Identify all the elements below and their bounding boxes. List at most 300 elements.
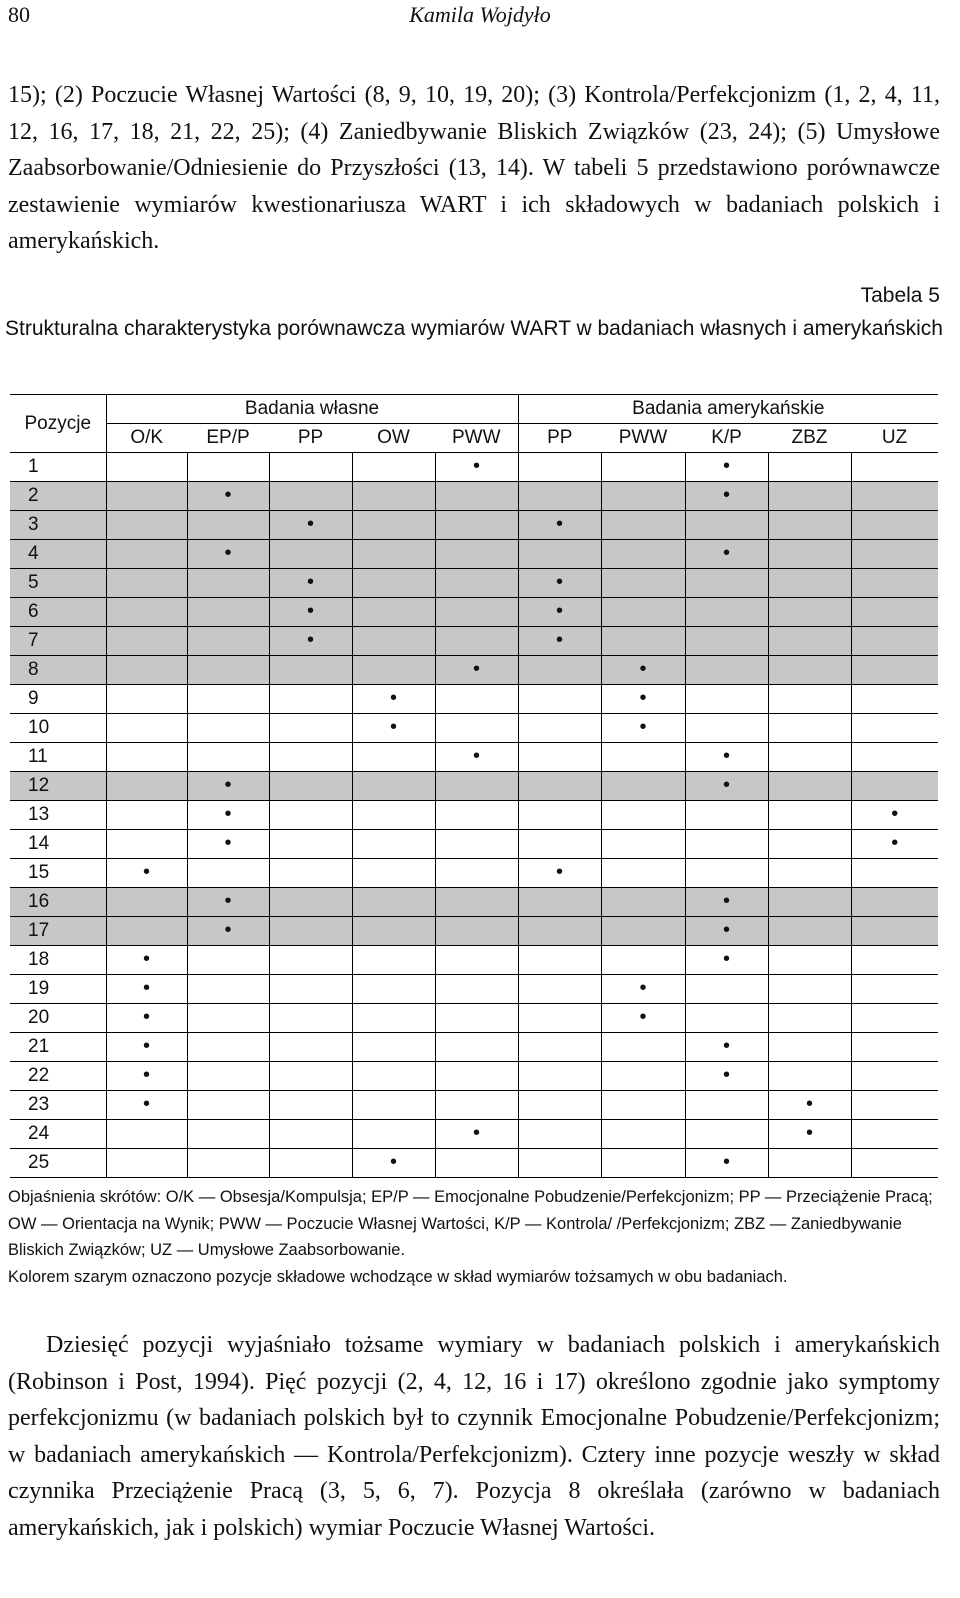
table-cell [269, 830, 352, 859]
table-cell [435, 859, 518, 888]
table-cell [269, 1033, 352, 1062]
table-cell [435, 1033, 518, 1062]
table-cell [269, 1004, 352, 1033]
table-cell [435, 830, 518, 859]
column-header: O/K [130, 427, 164, 448]
table-cell [518, 1062, 601, 1091]
table-cell [352, 453, 435, 482]
table-cell [187, 685, 269, 714]
table-cell [187, 888, 269, 917]
table-cell [601, 801, 685, 830]
table-cell [352, 627, 435, 656]
membership-dot: • [224, 919, 232, 941]
table-cell [685, 569, 768, 598]
membership-dot: • [389, 687, 397, 709]
membership-dot: • [224, 832, 232, 854]
table-row [10, 1033, 938, 1062]
table-row [10, 656, 938, 685]
table-cell [601, 598, 685, 627]
position-number: 23 [10, 1091, 106, 1120]
table-row [10, 482, 938, 511]
table-cell [518, 627, 601, 656]
position-number: 24 [10, 1120, 106, 1149]
table-cell [106, 859, 187, 888]
table-cell [851, 714, 938, 743]
table-cell [851, 975, 938, 1004]
membership-dot: • [639, 1006, 647, 1028]
table-cell [187, 946, 269, 975]
table-cell [768, 1120, 851, 1149]
table-cell [601, 772, 685, 801]
table-cell [269, 598, 352, 627]
table-cell [269, 627, 352, 656]
membership-dot: • [142, 861, 150, 883]
table-cell [352, 540, 435, 569]
table-cell [269, 540, 352, 569]
table-cell [685, 511, 768, 540]
running-head: Kamila Wojdyło [409, 2, 551, 27]
table-cell [518, 772, 601, 801]
membership-dot: • [722, 455, 730, 477]
table-cell [106, 1062, 187, 1091]
table-cell [768, 946, 851, 975]
table-cell [269, 453, 352, 482]
table-cell [518, 801, 601, 830]
membership-dot: • [722, 484, 730, 506]
column-header: PP [297, 427, 324, 448]
table-cell [352, 685, 435, 714]
table-cell [352, 1004, 435, 1033]
position-number: 9 [10, 685, 106, 714]
membership-dot: • [891, 803, 899, 825]
table-cell [352, 975, 435, 1004]
table-cell [601, 569, 685, 598]
table-row [10, 453, 938, 482]
membership-dot: • [306, 629, 314, 651]
paragraph-intro: 15); (2) Poczucie Własnej Wartości (8, 9, 10, 19, 20); (3) Kontrola/Perfekcjonizm (1, 2, 4, 11, 12, 16, 17, 18, 21, 22, 25); (4) Zaniedbywanie Bliskich Związków (23, 24); (5) Umysłowe Zaabsorbowanie/Odniesienie do Przyszłości (13, 14). W tabeli 5 przedstawiono porównawcze zestawienie wymiarów kwestionariusza WART i ich składowych w badaniach polskich i amerykańskich. [8, 82, 940, 254]
membership-dot: • [224, 774, 232, 796]
table-cell [269, 801, 352, 830]
table-cell [106, 1004, 187, 1033]
membership-dot: • [891, 832, 899, 854]
table-cell [106, 656, 187, 685]
table-cell [851, 1149, 938, 1178]
table-cell [435, 743, 518, 772]
table-cell [352, 917, 435, 946]
table-cell [269, 743, 352, 772]
table-cell [106, 1091, 187, 1120]
table-cell [269, 888, 352, 917]
position-number: 25 [10, 1149, 106, 1178]
membership-dot: • [142, 1064, 150, 1086]
table-cell [685, 888, 768, 917]
table-cell [851, 482, 938, 511]
table-cell [106, 830, 187, 859]
position-number: 20 [10, 1004, 106, 1033]
membership-dot: • [722, 919, 730, 941]
table-cell [601, 743, 685, 772]
table-row [10, 801, 938, 830]
table-cell [768, 859, 851, 888]
table-cell [685, 1120, 768, 1149]
table-row [10, 1120, 938, 1149]
membership-dot: • [639, 716, 647, 738]
table-cell [187, 975, 269, 1004]
table-cell [187, 569, 269, 598]
table-cell [851, 1091, 938, 1120]
table-cell [269, 569, 352, 598]
table-row [10, 975, 938, 1004]
table-cell [685, 685, 768, 714]
table-cell [435, 598, 518, 627]
position-header: Pozycje [10, 395, 106, 453]
table-cell [352, 569, 435, 598]
table-cell [685, 656, 768, 685]
table-cell [435, 714, 518, 743]
table-cell [187, 801, 269, 830]
table-cell [685, 801, 768, 830]
table-cell [435, 685, 518, 714]
table-cell [685, 540, 768, 569]
abbreviations-note: Objaśnienia skrótów: O/K — Obsesja/Kompulsja; EP/P — Emocjonalne Pobudzenie/Perfekcjonizm; PP — Przeciążenie Pracą; OW — Orientacja na Wynik; PWW — Poczucie Własnej Wartości, K/P — Kontrola/ /Perfekcjonizm; ZBZ — Zaniedbywanie Bliskich Związków; UZ — Umysłowe Zaabsorbowanie. [8, 1188, 933, 1259]
table-cell [851, 1004, 938, 1033]
column-header: PP [547, 427, 573, 448]
table-cell [851, 917, 938, 946]
table-cell [851, 801, 938, 830]
table-cell [352, 1062, 435, 1091]
table-cell [851, 540, 938, 569]
table-cell [768, 1004, 851, 1033]
table-cell [352, 511, 435, 540]
table-cell [352, 830, 435, 859]
table-cell [187, 453, 269, 482]
position-number: 15 [10, 859, 106, 888]
table-cell [106, 1149, 187, 1178]
table-cell [435, 569, 518, 598]
table-cell [269, 1149, 352, 1178]
table-row [10, 511, 938, 540]
membership-dot: • [142, 948, 150, 970]
table-row [10, 627, 938, 656]
table-cell [106, 714, 187, 743]
table-cell [106, 627, 187, 656]
membership-dot: • [472, 745, 480, 767]
table-cell [269, 772, 352, 801]
table-cell [851, 743, 938, 772]
table-cell [518, 830, 601, 859]
table-cell [768, 453, 851, 482]
table-cell [518, 569, 601, 598]
table-cell [352, 1091, 435, 1120]
table-cell [685, 453, 768, 482]
table-cell [768, 1091, 851, 1120]
table-cell [187, 743, 269, 772]
membership-dot: • [224, 890, 232, 912]
table-row [10, 859, 938, 888]
table-cell [851, 598, 938, 627]
table-cell [768, 656, 851, 685]
table-row [10, 714, 938, 743]
table-cell [685, 946, 768, 975]
membership-dot: • [306, 513, 314, 535]
table-cell [187, 1149, 269, 1178]
column-header: K/P [711, 427, 742, 448]
table-cell [851, 772, 938, 801]
table-cell [601, 685, 685, 714]
table-cell [435, 453, 518, 482]
table-cell [851, 830, 938, 859]
position-number: 22 [10, 1062, 106, 1091]
table-cell [106, 685, 187, 714]
position-number: 13 [10, 801, 106, 830]
table-cell [685, 772, 768, 801]
table-cell [601, 888, 685, 917]
table-cell [435, 482, 518, 511]
table-cell [851, 511, 938, 540]
position-number: 16 [10, 888, 106, 917]
table-cell [187, 1120, 269, 1149]
table-cell [106, 482, 187, 511]
table-cell [435, 511, 518, 540]
table-row [10, 917, 938, 946]
table-row [10, 1004, 938, 1033]
table-cell [435, 1062, 518, 1091]
table-cell [518, 482, 601, 511]
table-cell [187, 511, 269, 540]
table-cell [601, 1120, 685, 1149]
table-cell [518, 1120, 601, 1149]
membership-dot: • [224, 803, 232, 825]
table-row [10, 685, 938, 714]
column-header: PWW [618, 427, 668, 448]
table-cell [106, 569, 187, 598]
paragraph-discussion: Dziesięć pozycji wyjaśniało tożsame wymiary w badaniach polskich i amerykańskich (Robinson i Post, 1994). Pięć pozycji (2, 4, 12, 16 i 17) określono zgodnie jako symptomy perfekcjonizmu (w badaniach polskich był to czynnik Emocjonalne Pobudzenie/Perfekcjonizm; w badaniach amerykańskich — Kontrola/Perfekcjonizm). Cztery inne pozycje weszły w skład czynnika Przeciążenie Pracą (3, 5, 6, 7). Pozycja 8 określała (zarówno w badaniach amerykańskich, jak i polskich) wymiar Poczucie Własnej Wartości. [8, 1332, 940, 1541]
position-number: 2 [10, 482, 106, 511]
table-cell [601, 1033, 685, 1062]
membership-dot: • [639, 977, 647, 999]
gray-explanation-note: Kolorem szarym oznaczono pozycje składowe wchodzące w skład wymiarów tożsamych w obu badaniach. [8, 1267, 788, 1286]
table-cell [352, 1120, 435, 1149]
table-cell [106, 511, 187, 540]
column-header: UZ [881, 427, 908, 448]
table-cell [685, 1149, 768, 1178]
table-cell [518, 453, 601, 482]
membership-dot: • [306, 571, 314, 593]
table-cell [768, 569, 851, 598]
column-header: ZBZ [791, 427, 828, 448]
table-cell [187, 830, 269, 859]
table-cell [768, 598, 851, 627]
table-cell [106, 946, 187, 975]
table-cell [601, 1062, 685, 1091]
table-cell [518, 1033, 601, 1062]
position-number: 10 [10, 714, 106, 743]
table-cell [685, 1062, 768, 1091]
table-cell [518, 975, 601, 1004]
table-cell [352, 1033, 435, 1062]
table-cell [768, 830, 851, 859]
membership-dot: • [224, 484, 232, 506]
table-cell [518, 1004, 601, 1033]
table-cell [518, 859, 601, 888]
table-cell [269, 482, 352, 511]
table-cell [768, 685, 851, 714]
table-cell [435, 627, 518, 656]
membership-dot: • [722, 1064, 730, 1086]
position-number: 3 [10, 511, 106, 540]
table-cell [106, 975, 187, 1004]
table-cell [187, 917, 269, 946]
table-cell [187, 627, 269, 656]
position-number: 18 [10, 946, 106, 975]
table-cell [601, 917, 685, 946]
table-cell [435, 772, 518, 801]
membership-dot: • [306, 600, 314, 622]
position-number: 6 [10, 598, 106, 627]
table-cell [768, 1149, 851, 1178]
position-number: 8 [10, 656, 106, 685]
table-cell [768, 511, 851, 540]
table-cell [768, 888, 851, 917]
table-row [10, 1091, 938, 1120]
table-cell [851, 685, 938, 714]
table-title: Strukturalna charakterystyka porównawcza wymiarów WART w badaniach własnych i amerykańskich [5, 317, 943, 340]
membership-dot: • [722, 774, 730, 796]
table-cell [601, 453, 685, 482]
table-row [10, 888, 938, 917]
table-cell [851, 453, 938, 482]
table-cell [601, 482, 685, 511]
table-cell [518, 946, 601, 975]
table-cell [352, 656, 435, 685]
membership-dot: • [142, 1035, 150, 1057]
table-cell [435, 801, 518, 830]
table-row [10, 1062, 938, 1091]
table-row [10, 1149, 938, 1178]
table-cell [352, 743, 435, 772]
table-cell [851, 656, 938, 685]
table-cell [768, 714, 851, 743]
table-cell [106, 801, 187, 830]
table-cell [106, 598, 187, 627]
table-cell [187, 714, 269, 743]
membership-dot: • [805, 1122, 813, 1144]
table-cell [518, 540, 601, 569]
table-cell [601, 946, 685, 975]
table-cell [106, 1120, 187, 1149]
table-cell [187, 598, 269, 627]
table-cell [685, 1091, 768, 1120]
membership-dot: • [555, 571, 563, 593]
membership-dot: • [722, 948, 730, 970]
table-cell [435, 975, 518, 1004]
table-cell [685, 482, 768, 511]
table-cell [435, 540, 518, 569]
table-cell [768, 917, 851, 946]
table-cell [269, 917, 352, 946]
table-cell [601, 540, 685, 569]
membership-dot: • [722, 1035, 730, 1057]
table-cell [187, 482, 269, 511]
table-cell [187, 859, 269, 888]
table-cell [106, 743, 187, 772]
membership-dot: • [472, 658, 480, 680]
table-cell [768, 627, 851, 656]
table-cell [435, 656, 518, 685]
table-cell [851, 1033, 938, 1062]
table-cell [768, 1062, 851, 1091]
table-cell [601, 975, 685, 1004]
table-row [10, 540, 938, 569]
membership-dot: • [639, 687, 647, 709]
table-cell [435, 1149, 518, 1178]
table-cell [601, 511, 685, 540]
table-cell [269, 1120, 352, 1149]
table-cell [352, 888, 435, 917]
table-cell [601, 714, 685, 743]
table-cell [269, 946, 352, 975]
membership-dot: • [224, 542, 232, 564]
group-header-us: Badania amerykańskie [518, 395, 938, 424]
table-cell [768, 1033, 851, 1062]
table-cell [106, 1033, 187, 1062]
table-cell [768, 975, 851, 1004]
membership-dot: • [639, 658, 647, 680]
membership-dot: • [722, 890, 730, 912]
membership-dot: • [142, 977, 150, 999]
table-cell [518, 888, 601, 917]
table-cell [352, 946, 435, 975]
membership-dot: • [722, 542, 730, 564]
table-cell [601, 656, 685, 685]
table-cell [435, 1091, 518, 1120]
position-number: 7 [10, 627, 106, 656]
table-cell [106, 917, 187, 946]
table-cell [352, 482, 435, 511]
table-cell [685, 627, 768, 656]
table-cell [435, 946, 518, 975]
table-cell [269, 511, 352, 540]
table-cell [518, 511, 601, 540]
table-cell [352, 598, 435, 627]
membership-dot: • [555, 629, 563, 651]
column-header: EP/P [206, 427, 250, 448]
table-cell [685, 917, 768, 946]
table-cell [269, 859, 352, 888]
table-cell [187, 1004, 269, 1033]
table-cell [851, 1120, 938, 1149]
table-cell [187, 1033, 269, 1062]
table-cell [352, 801, 435, 830]
table-cell [851, 859, 938, 888]
table-cell [435, 1120, 518, 1149]
table-cell [851, 946, 938, 975]
table-cell [269, 975, 352, 1004]
table-cell [768, 540, 851, 569]
table-cell [601, 830, 685, 859]
position-number: 14 [10, 830, 106, 859]
table-cell [106, 453, 187, 482]
position-number: 5 [10, 569, 106, 598]
table-cell [768, 801, 851, 830]
table-cell [851, 627, 938, 656]
table-cell [768, 772, 851, 801]
table-cell [187, 540, 269, 569]
membership-dot: • [722, 745, 730, 767]
table-row [10, 946, 938, 975]
membership-dot: • [555, 861, 563, 883]
position-number: 4 [10, 540, 106, 569]
